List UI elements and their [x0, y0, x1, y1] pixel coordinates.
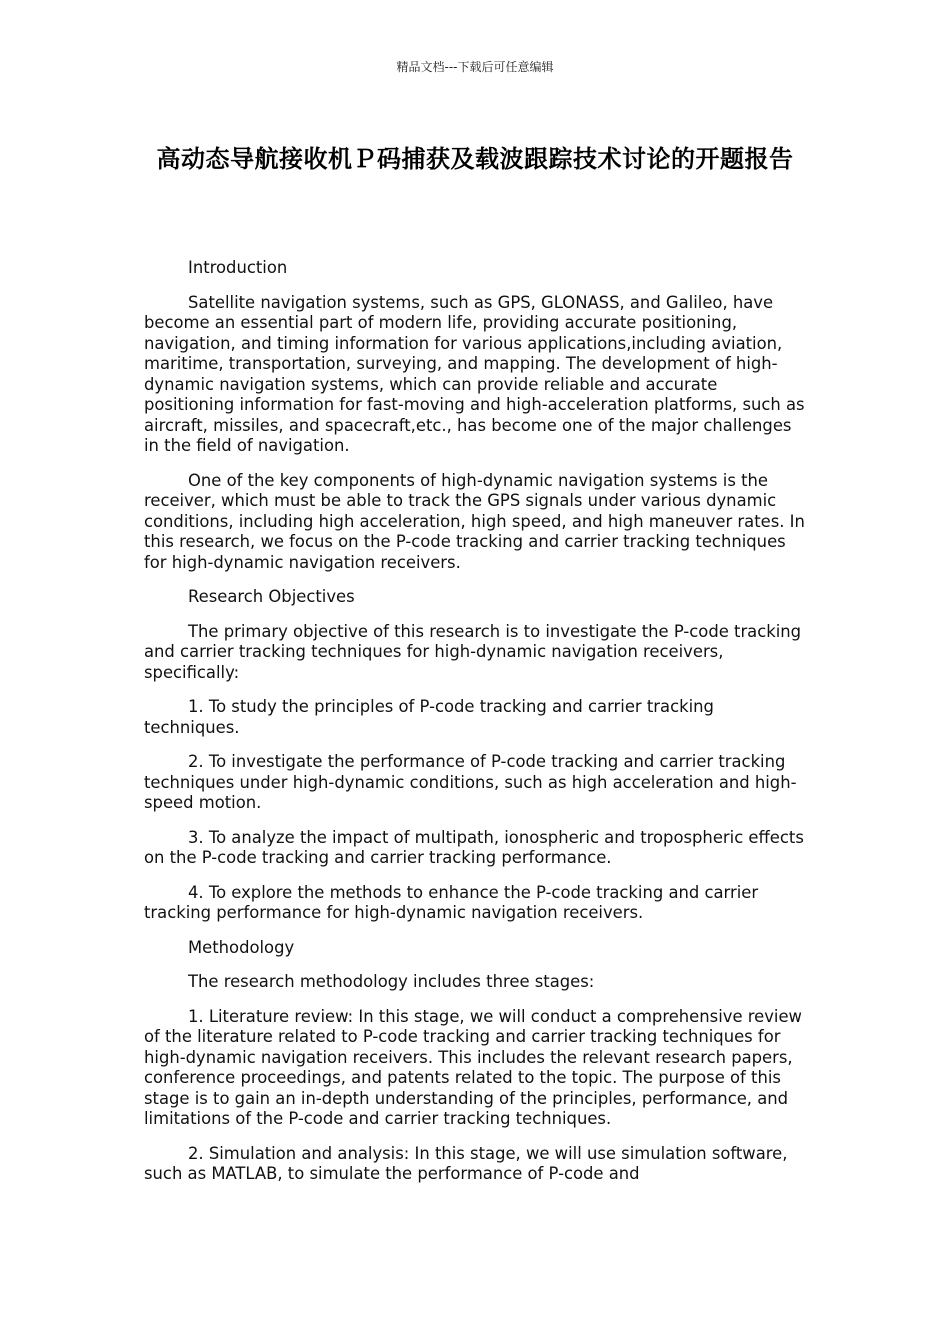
section-heading-research-objectives: Research Objectives: [188, 587, 355, 606]
document-title: 高动态导航接收机Ｐ码捕获及载波跟踪技术讨论的开题报告: [156, 145, 794, 173]
section-heading-methodology: Methodology: [188, 937, 295, 957]
section-heading-introduction: Introduction: [188, 258, 288, 277]
paragraph: One of the key components of high-dynamic navigation systems is the receiver, which must be able to track the GPS signals under various dynamic conditions, including high acceleration, high speed, and high maneuver rates. In this research, we focus on the P-code tracking and carrier tracking techniques for high-dynamic navigation receivers.: [144, 470, 805, 572]
paragraph: Satellite navigation systems, such as GPS, GLONASS, and Galileo, have become an essential part of modern life, providing accurate positioning, navigation, and timing information for various applications,including aviation, maritime, transportation, surveying, and mapping. The development of high-dynamic navigation systems, which can provide reliable and accurate positioning information for fast-moving and high-acceleration platforms, such as aircraft, missiles, and spacecraft,etc., has become one of the major challenges in the field of navigation.: [144, 292, 805, 455]
list-item: 1. Literature review: In this stage, we will conduct a comprehensive review of the literature related to P-code tracking and carrier tracking techniques for high-dynamic navigation receivers. This includes the relevant research papers, conference proceedings, and patents related to the topic. The purpose of this stage is to gain an in-depth understanding of the principles, performance, and limitations of the P-code and carrier tracking techniques.: [144, 1006, 802, 1128]
header-note: 精品文档---下载后可任意编辑: [396, 60, 554, 74]
paragraph: The research methodology includes three stages:: [188, 972, 595, 991]
list-item: 4. To explore the methods to enhance the P-code tracking and carrier tracking performance for high-dynamic navigation receivers.: [144, 882, 759, 922]
list-item: 2. Simulation and analysis: In this stage, we will use simulation software, such as MATLAB, to simulate the performance of P-code and: [144, 1143, 788, 1183]
list-item: 3. To analyze the impact of multipath, ionospheric and tropospheric effects on the P-code tracking and carrier tracking performance.: [144, 827, 804, 867]
list-item: 1. To study the principles of P-code tracking and carrier tracking techniques.: [144, 697, 714, 737]
paragraph: The primary objective of this research is to investigate the P-code tracking and carrier tracking techniques for high-dynamic navigation receivers, specifically:: [144, 621, 802, 682]
list-item: 2. To investigate the performance of P-code tracking and carrier tracking techniques under high-dynamic conditions, such as high acceleration and high-speed motion.: [144, 752, 797, 812]
document-body: [144, 258, 810, 1199]
